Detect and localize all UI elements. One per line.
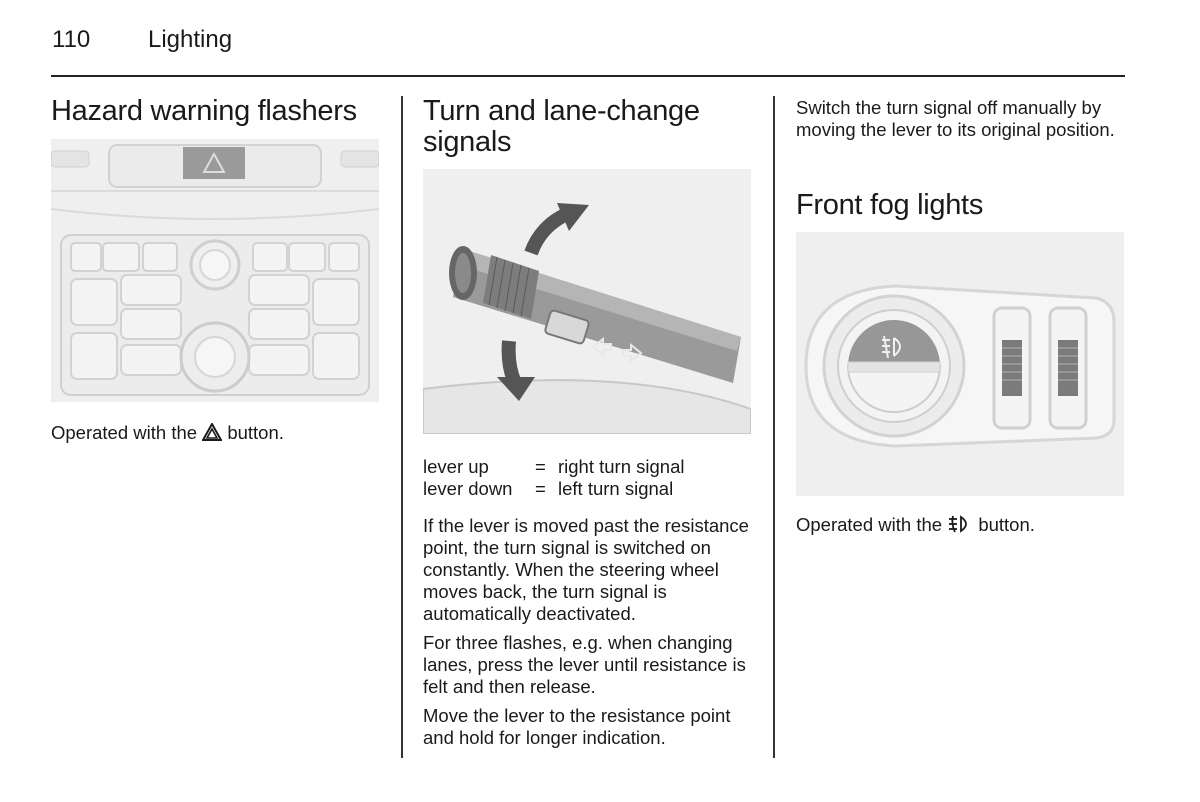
definition-sep: = [535,456,546,477]
paragraph: If the lever is moved past the resistance point, the turn signal is switched on constantly. When the steering wheel moves back, the turn signal is automatically deactivated. [423,515,749,624]
paragraph: For three flashes, e.g. when changing lanes, press the lever until resistance is felt and then release. [423,632,746,697]
definition-row [423,478,684,500]
fog-heading-wrap [796,190,1126,221]
console-illustration [51,139,379,402]
definition-term: lever up [423,456,489,477]
column-divider-1 [401,96,403,758]
section-title: Lighting [148,26,233,53]
hazard-heading: Hazard warning flashers [51,95,357,127]
turn-signal-heading-line2: signals [423,126,512,158]
definition-term: lever down [423,478,513,499]
fog-caption [796,514,1126,536]
hazard-triangle-icon [202,423,222,441]
column-turn-signals [423,96,758,158]
definition-desc: right turn signal [558,456,685,477]
paragraph: Move the lever to the resistance point and hold for longer indication. [423,705,731,748]
column-fog-lights [796,97,1132,141]
front-fog-light-icon [947,515,973,533]
hazard-console-figure [51,139,379,402]
turn-signal-heading-line1: Turn and lane-change [423,95,700,127]
hazard-caption [51,422,381,444]
light-switch-illustration [796,232,1124,496]
fog-lights-heading: Front fog lights [796,189,984,221]
lever-definitions [423,456,763,500]
column-hazard [51,96,381,127]
page-number: 110 [52,26,91,53]
fog-switch-figure [796,232,1124,496]
turn-signal-off-text: Switch the turn signal off manually by moving the lever to its original position. [796,97,1115,140]
definition-row [423,456,684,478]
definition-table [423,456,684,500]
definition-sep: = [535,478,546,499]
turn-lever-figure [423,169,751,434]
turn-signal-heading [423,96,758,158]
hazard-caption-end: button. [227,422,284,443]
header-rule [51,75,1125,77]
hazard-caption-text: Operated with the [51,422,198,443]
turn-signal-body [423,515,761,749]
fog-caption-end: button. [978,514,1035,535]
turn-lever-illustration [423,169,751,434]
column-divider-2 [773,96,775,758]
definition-desc: left turn signal [558,478,674,499]
fog-caption-text: Operated with the [796,514,943,535]
